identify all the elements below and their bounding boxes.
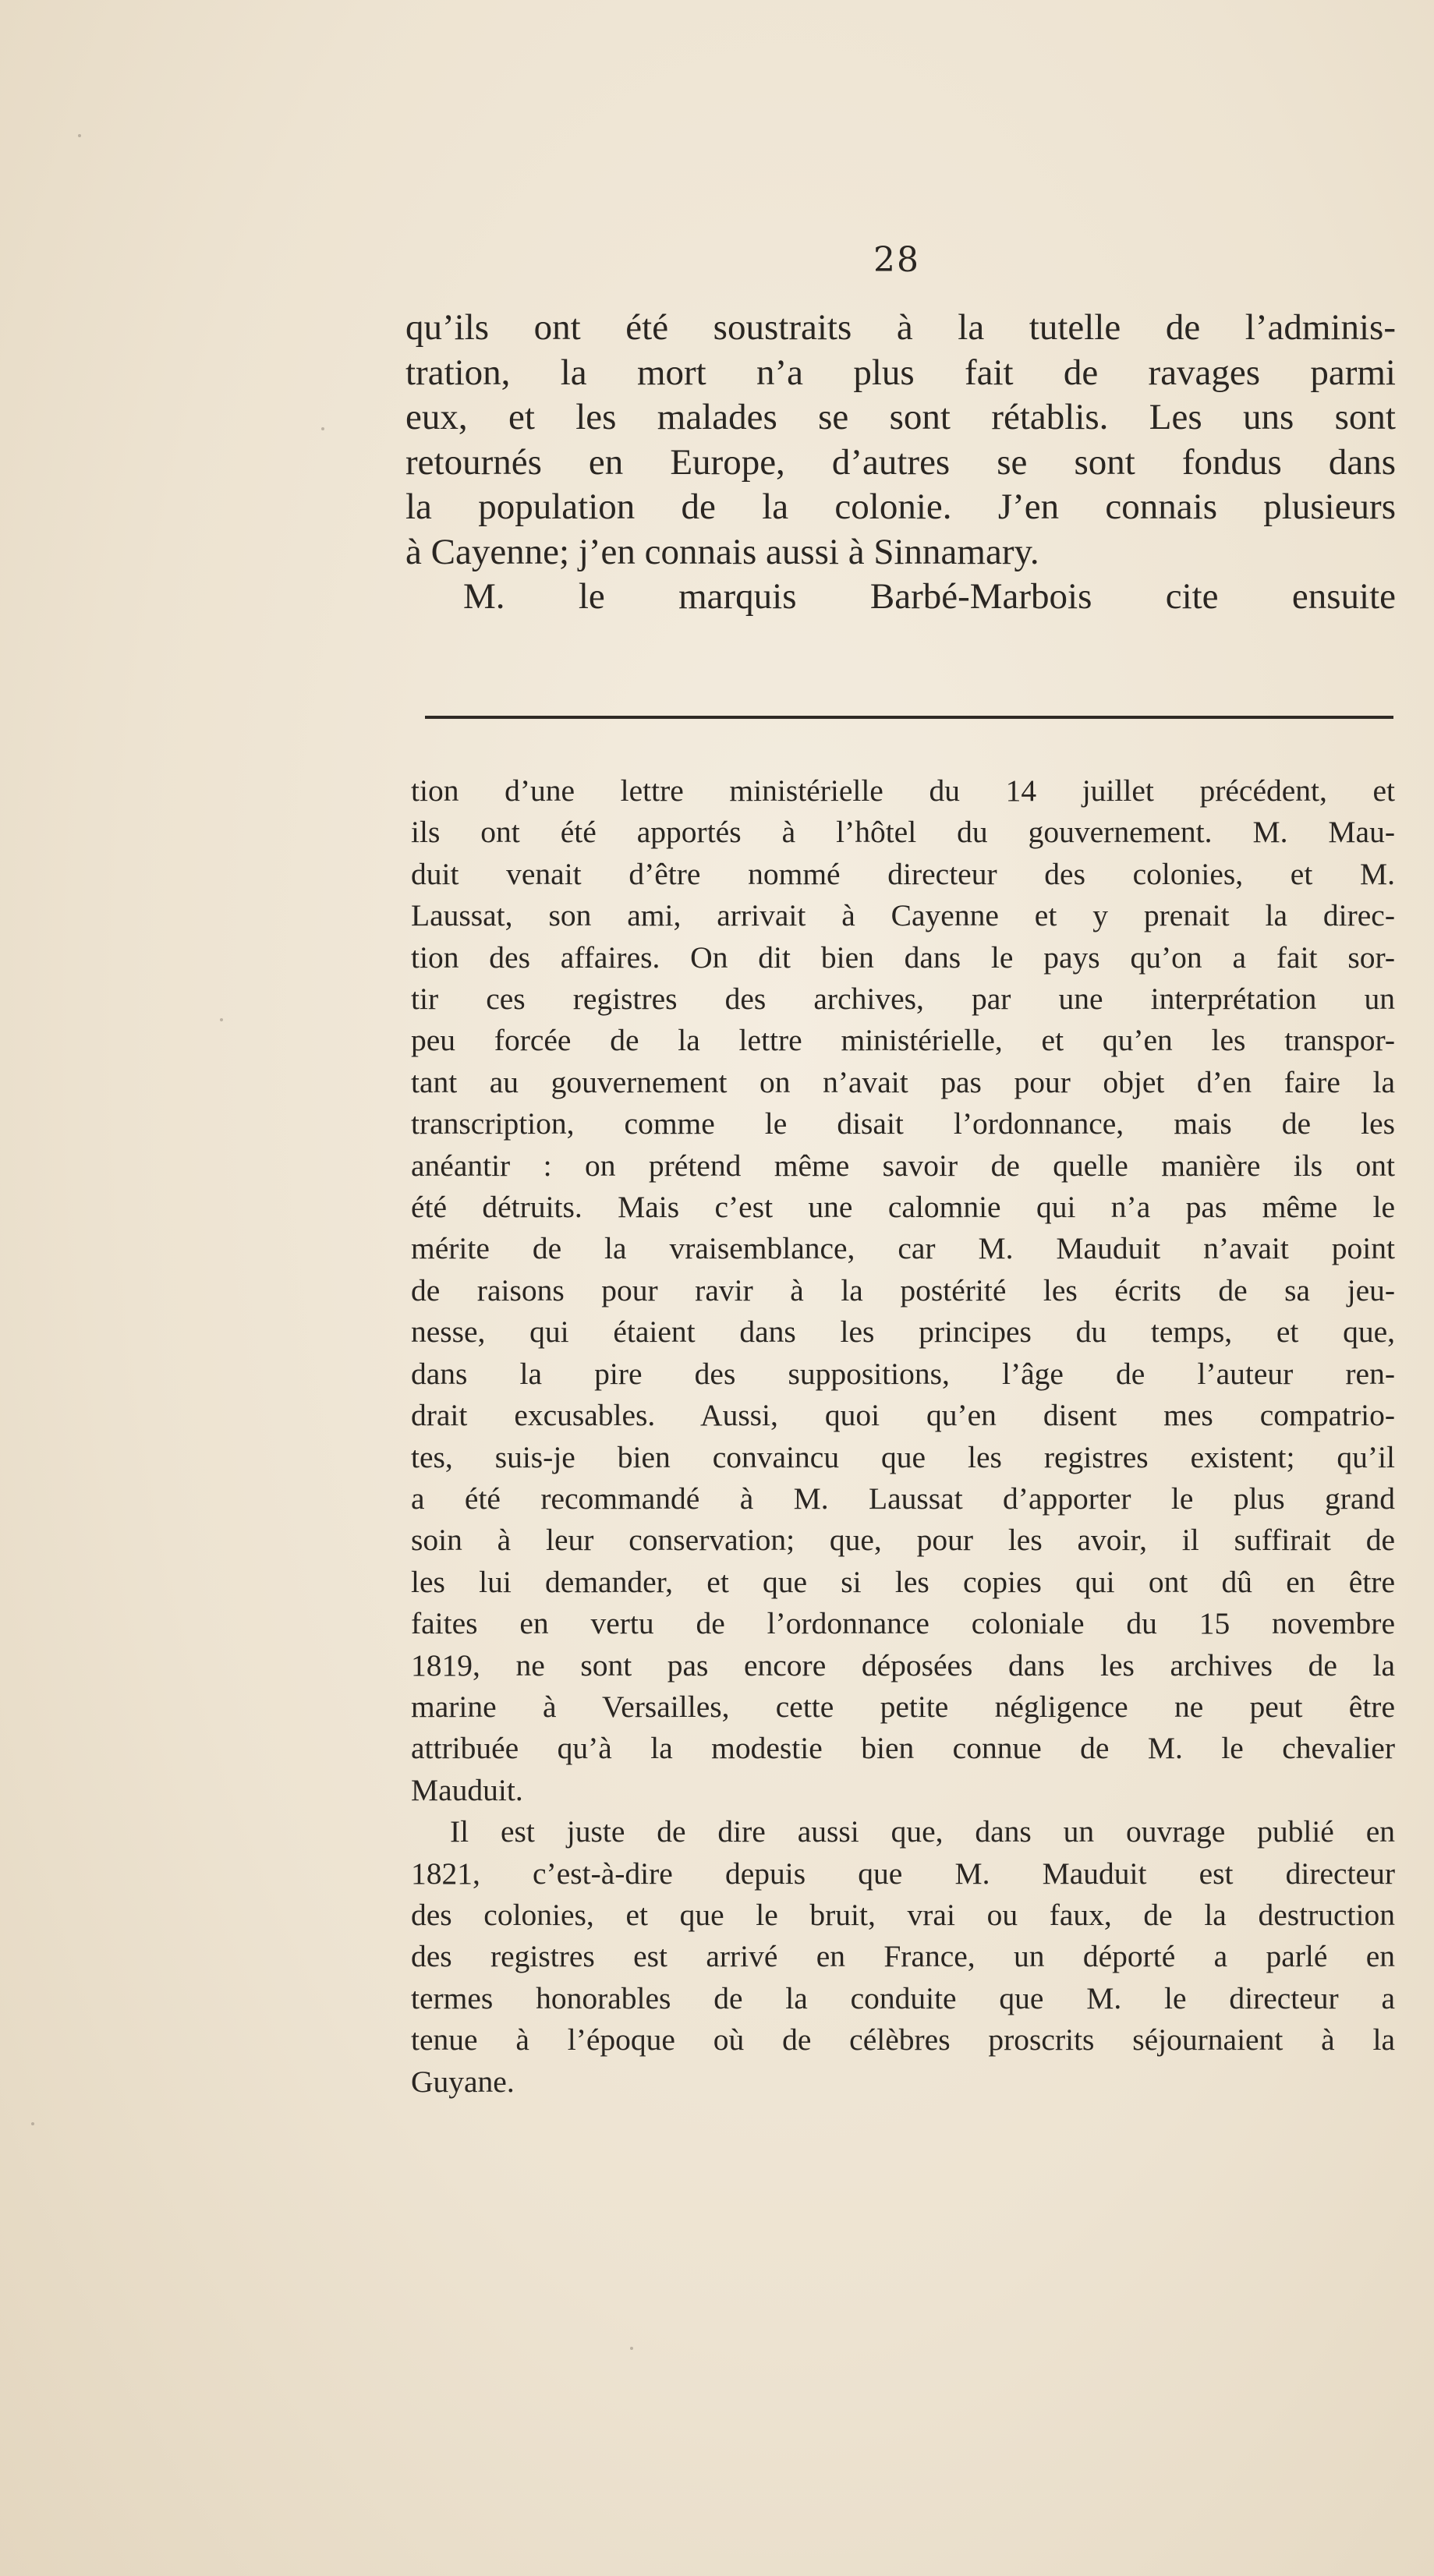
footnote-line: tir ces registres des archives, par une interprétation un	[411, 982, 1395, 1017]
footnote-line: drait excusables. Aussi, quoi qu’en disent mes compatrio-	[411, 1398, 1395, 1433]
footnote-line: Guyane.	[411, 2064, 515, 2099]
footnote-line: mérite de la vraisemblance, car M. Mauduit n’avait point	[411, 1231, 1395, 1266]
footnote-line: des colonies, et que le bruit, vrai ou faux, de la destruction	[411, 1897, 1395, 1932]
footnote-line: 1821, c’est-à-dire depuis que M. Mauduit est directeur	[411, 1856, 1395, 1891]
paper-speck	[220, 1018, 223, 1021]
footnote-line: soin à leur conservation; que, pour les avoir, il suffirait de	[411, 1523, 1395, 1558]
main-text-block	[405, 306, 1396, 620]
footnote-line: attribuée qu’à la modestie bien connue de M. le chevalier	[411, 1731, 1395, 1766]
footnote-line: tant au gouvernement on n’avait pas pour objet d’en faire la	[411, 1064, 1395, 1099]
page-number: 28	[873, 240, 920, 280]
main-text-line: tration, la mort n’a plus fait de ravages parmi	[405, 352, 1396, 393]
main-text-line: qu’ils ont été soustraits à la tutelle de l’adminis-	[405, 307, 1396, 348]
paper-speck	[630, 2347, 633, 2350]
footnote-separator-rule	[425, 716, 1393, 719]
footnote-line: termes honorables de la conduite que M. le directeur a	[411, 1980, 1395, 2015]
main-text-line: à Cayenne; j’en connais aussi à Sinnamary.	[405, 531, 1039, 572]
footnote-line: Laussat, son ami, arrivait à Cayenne et y prenait la direc-	[411, 898, 1395, 933]
footnote-line: marine à Versailles, cette petite négligence ne peut être	[411, 1689, 1395, 1724]
main-text-line: eux, et les malades se sont rétablis. Les uns sont	[405, 397, 1396, 437]
footnote-line: peu forcée de la lettre ministérielle, et qu’en les transpor-	[411, 1023, 1395, 1058]
paper-speck	[78, 134, 81, 137]
footnote-line: duit venait d’être nommé directeur des colonies, et M.	[411, 856, 1395, 891]
footnote-line: tion d’une lettre ministérielle du 14 juillet précédent, et	[411, 773, 1395, 808]
footnote-line: tenue à l’époque où de célèbres proscrits séjournaient à la	[411, 2022, 1395, 2058]
footnote-line: de raisons pour ravir à la postérité les écrits de sa jeu-	[411, 1272, 1395, 1307]
footnote-line: dans la pire des suppositions, l’âge de l’auteur ren-	[411, 1356, 1395, 1391]
main-text-line: la population de la colonie. J’en connais plusieurs	[405, 487, 1396, 527]
footnote-line: nesse, qui étaient dans les principes du temps, et que,	[411, 1315, 1395, 1350]
footnote-line: tion des affaires. On dit bien dans le pays qu’on a fait sor-	[411, 939, 1395, 975]
paper-speck	[31, 2122, 34, 2125]
footnote-line: Mauduit.	[411, 1772, 523, 1807]
footnote-line: tes, suis-je bien convaincu que les registres existent; qu’il	[411, 1439, 1395, 1474]
footnote-line: ils ont été apportés à l’hôtel du gouvernement. M. Mau-	[411, 815, 1395, 850]
footnote-line: 1819, ne sont pas encore déposées dans les archives de la	[411, 1647, 1395, 1683]
footnote-line: les lui demander, et que si les copies qui ont dû en être	[411, 1564, 1395, 1599]
footnote-line: Il est juste de dire aussi que, dans un ouvrage publié en	[450, 1814, 1395, 1849]
footnote-line: des registres est arrivé en France, un déporté a parlé en	[411, 1939, 1395, 1974]
main-text-line: M. le marquis Barbé-Marbois cite ensuite	[463, 576, 1396, 617]
footnote-line: faites en vertu de l’ordonnance coloniale du 15 novembre	[411, 1606, 1395, 1641]
main-text-line: retournés en Europe, d’autres se sont fondus dans	[405, 441, 1396, 483]
footnote-line: anéantir : on prétend même savoir de quelle manière ils ont	[411, 1148, 1395, 1183]
footnote-line: transcription, comme le disait l’ordonnance, mais de les	[411, 1106, 1395, 1141]
footnote-line: a été recommandé à M. Laussat d’apporter le plus grand	[411, 1481, 1395, 1516]
paper-speck	[321, 427, 324, 430]
footnote-line: été détruits. Mais c’est une calomnie qui n’a pas même le	[411, 1190, 1395, 1225]
footnote-block	[411, 770, 1395, 2103]
